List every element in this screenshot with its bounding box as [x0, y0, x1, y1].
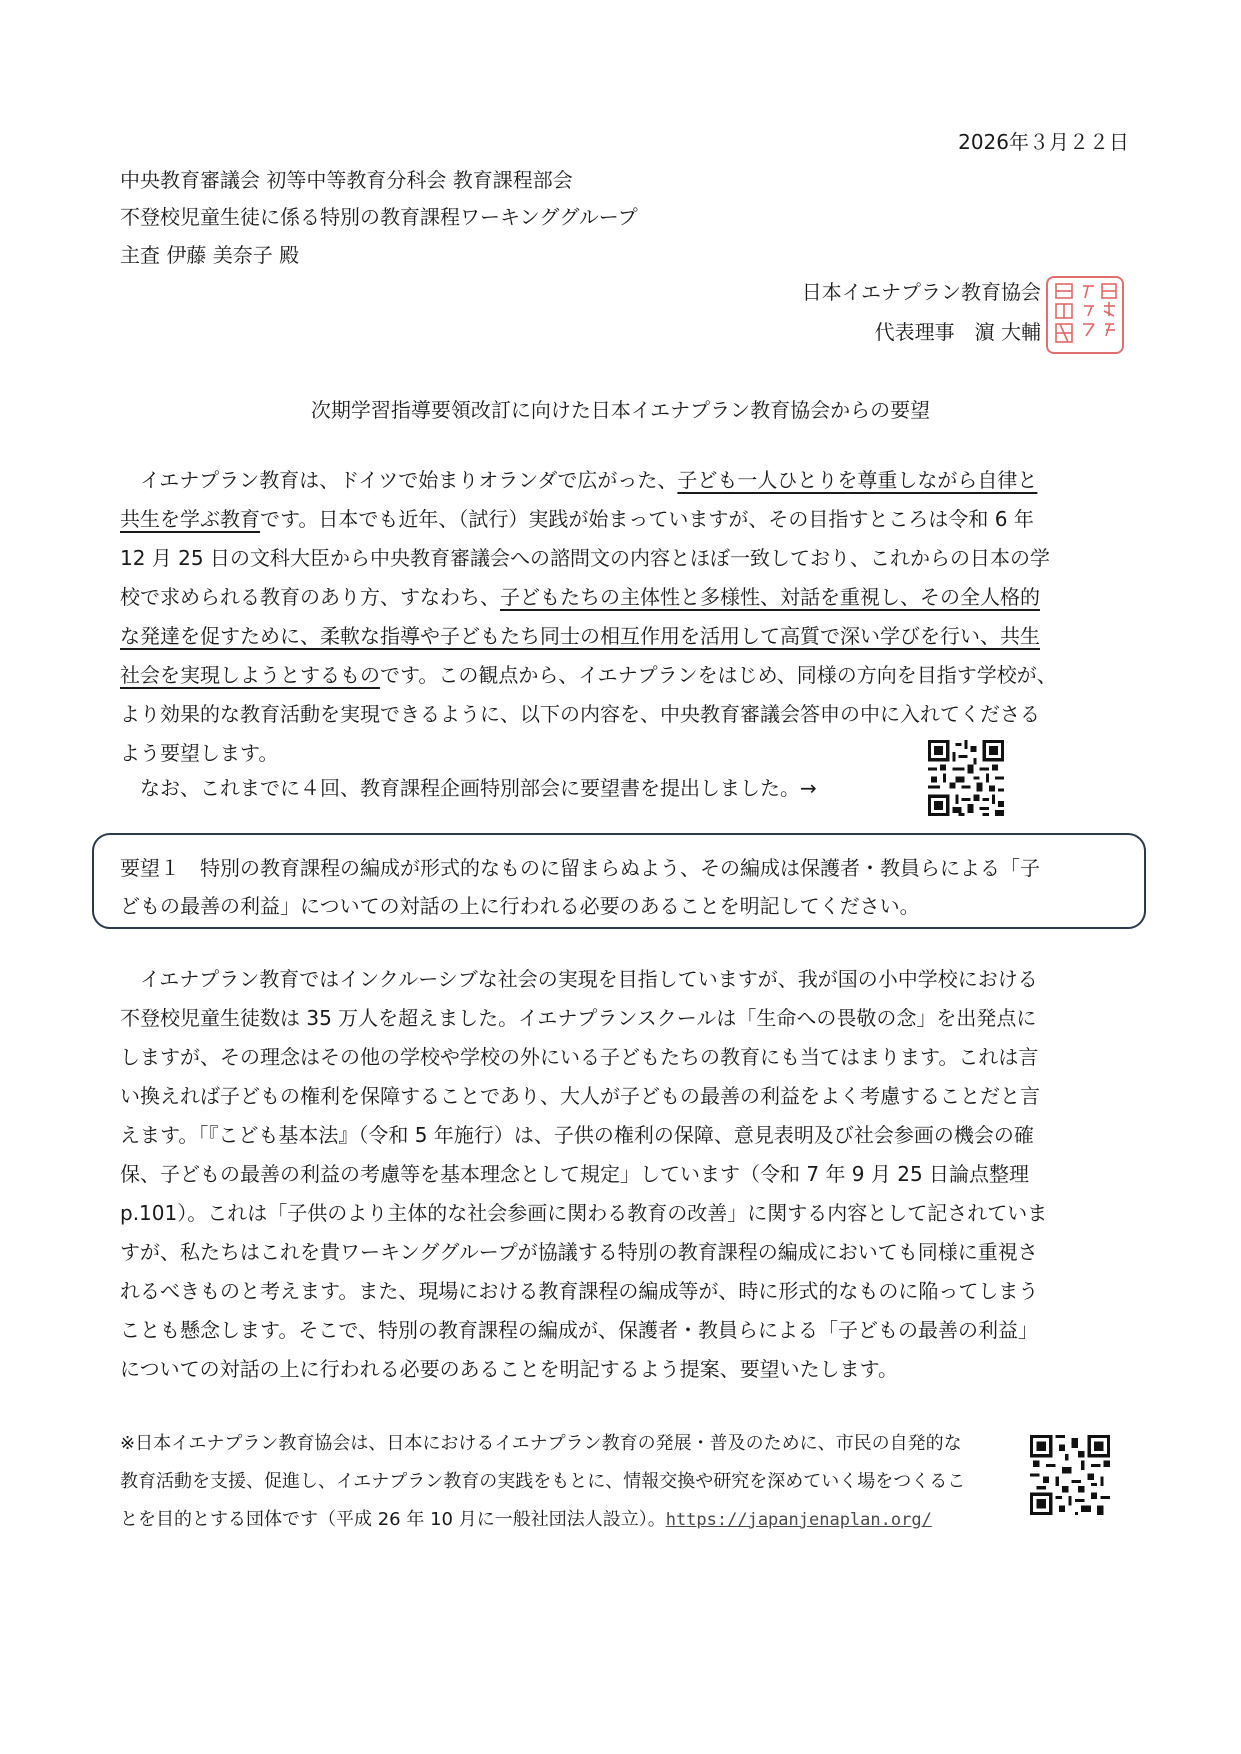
organization-website-link[interactable]: https://japanjenaplan.org/	[665, 1510, 932, 1530]
document-subject: 次期学習指導要領改訂に向けた日本イエナプラン教育協会からの要望	[310, 398, 931, 422]
request-1-line-1: 要望１ 特別の教育課程の編成が形式的なものに留まらぬよう、その編成は保護者・教員らによる「子	[120, 856, 1040, 880]
intro-line	[120, 500, 1130, 539]
qr-code-icon	[1030, 1435, 1110, 1515]
intro-underlined-line: な発達を促すために、柔軟な指導や子どもたち同士の相互作用を活用して高質で深い学びを行い、共生	[120, 624, 1040, 648]
organization-footnote	[120, 1425, 1000, 1539]
intro-underlined-text: 社会を実現しようとするもの	[120, 663, 380, 687]
body-line: 保、子どもの最善の利益の考慮等を基本理念として規定」しています（令和 7 年 9 月 25 日論点整理	[120, 1162, 1030, 1186]
intro-line: 12 月 25 日の文科大臣から中央教育審議会への諮問文の内容とほぼ一致しており、これからの日本の学	[120, 546, 1050, 570]
body-line: 不登校児童生徒数は 35 万人を超えました。イエナプランスクールは「生命への畏敬の念」を出発点に	[120, 1006, 1037, 1030]
body-line: ことも懸念します。そこで、特別の教育課程の編成が、保護者・教員らによる「子どもの最善の利益」	[120, 1318, 1038, 1342]
qr-code-previous-requests[interactable]	[928, 740, 1004, 816]
seal-icon	[1048, 278, 1122, 352]
intro-text: です。日本でも近年、（試行）実践が始まっていますが、その目指すところは令和 6 年	[260, 507, 1034, 531]
body-line: えます。「『こども基本法』（令和 5 年施行）は、子供の権利の保障、意見表明及び社会参画の機会の確	[120, 1123, 1034, 1147]
body-line: イエナプラン教育ではインクルーシブな社会の実現を目指していますが、我が国の小中学校における	[140, 967, 1038, 991]
intro-text: です。この観点から、イエナプランをはじめ、同様の方向を目指す学校が、	[380, 663, 1057, 687]
sender-signatory: 代表理事 濵 大輔	[874, 320, 1041, 344]
request-1-line-2: どもの最善の利益」についての対話の上に行われる必要のあることを明記してください。	[120, 894, 920, 918]
document-date: 2026年３月２２日	[958, 130, 1129, 154]
footnote-line	[120, 1501, 1000, 1539]
footnote-text: とを目的とする団体です（平成 26 年 10 月に一般社団法人設立）。	[120, 1509, 666, 1530]
intro-underlined-text: 共生を学ぶ教育	[120, 507, 260, 531]
body-line: しますが、その理念はその他の学校や学校の外にいる子どもたちの教育にも当てはまります。これは言	[120, 1045, 1039, 1069]
intro-underlined-text: 子ども一人ひとりを尊重しながら自律と	[677, 468, 1038, 492]
body-line: い換えれば子どもの権利を保障することであり、大人が子どもの最善の利益をよく考慮することだと言	[120, 1084, 1040, 1108]
body-line: p.101）。これは「子供のより主体的な社会参画に関わる教育の改善」に関する内容として記されていま	[120, 1201, 1048, 1225]
body-paragraph	[120, 960, 1130, 1389]
sender-organization: 日本イエナプラン教育協会	[801, 280, 1041, 304]
previous-requests-note: なお、これまでに４回、教育課程企画特別部会に要望書を提出しました。→	[140, 776, 817, 800]
addressee-line-2: 不登校児童生徒に係る特別の教育課程ワーキンググループ	[120, 205, 638, 229]
intro-paragraph	[120, 461, 1130, 773]
body-line: についての対話の上に行われる必要のあることを明記するよう提案、要望いたします。	[120, 1357, 898, 1381]
organization-seal-stamp	[1046, 276, 1124, 354]
body-line: すが、私たちはこれを貴ワーキンググループが協議する特別の教育課程の編成においても同様に重視さ	[120, 1240, 1038, 1264]
qr-code-icon	[928, 740, 1004, 816]
request-1-box	[92, 833, 1146, 929]
intro-underlined-text: 子どもたちの主体性と多様性、対話を重視し、その全人格的	[500, 585, 1040, 609]
intro-line: より効果的な教育活動を実現できるように、以下の内容を、中央教育審議会答申の中に入れてくださる	[120, 702, 1040, 726]
intro-text: イエナプラン教育は、ドイツで始まりオランダで広がった、	[140, 468, 678, 492]
footnote-line: ※日本イエナプラン教育協会は、日本におけるイエナプラン教育の発展・普及のために、市民の自発的な	[120, 1433, 962, 1454]
addressee-line-3: 主査 伊藤 美奈子 殿	[120, 243, 300, 267]
intro-line	[120, 578, 1130, 617]
footnote-line: 教育活動を支援、促進し、イエナプラン教育の実践をもとに、情報交換や研究を深めていく場をつくるこ	[120, 1471, 966, 1492]
addressee-line-1: 中央教育審議会 初等中等教育分科会 教育課程部会	[120, 168, 573, 192]
intro-text: 校で求められる教育のあり方、すなわち、	[120, 585, 500, 609]
qr-code-website[interactable]	[1030, 1435, 1110, 1515]
body-line: れるべきものと考えます。また、現場における教育課程の編成等が、時に形式的なものに陥ってしまう	[120, 1279, 1039, 1303]
intro-line: よう要望します。	[120, 741, 279, 765]
intro-line	[120, 461, 1130, 500]
intro-line	[120, 656, 1130, 695]
